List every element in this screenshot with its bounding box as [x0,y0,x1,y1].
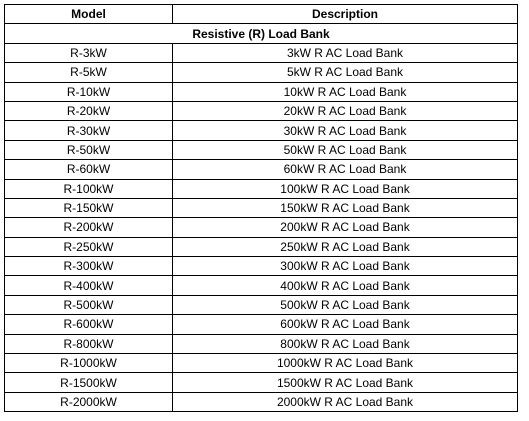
cell-model: R-200kW [5,218,173,237]
table-row [5,121,518,140]
cell-model: R-500kW [5,295,173,314]
header-row [5,5,518,24]
header-model: Model [5,5,173,24]
load-bank-table [4,4,518,412]
cell-description: 300kW R AC Load Bank [173,257,518,276]
cell-description: 20kW R AC Load Bank [173,101,518,120]
cell-description: 3kW R AC Load Bank [173,43,518,62]
header-description: Description [173,5,518,24]
cell-model: R-150kW [5,198,173,217]
table-row [5,101,518,120]
cell-description: 50kW R AC Load Bank [173,140,518,159]
cell-model: R-60kW [5,160,173,179]
cell-model: R-250kW [5,237,173,256]
section-row [5,24,518,43]
cell-description: 1500kW R AC Load Bank [173,373,518,392]
table-row [5,392,518,411]
cell-description: 2000kW R AC Load Bank [173,392,518,411]
cell-model: R-5kW [5,63,173,82]
table-row [5,295,518,314]
table-row [5,140,518,159]
table-header [5,5,518,24]
cell-description: 60kW R AC Load Bank [173,160,518,179]
cell-description: 5kW R AC Load Bank [173,63,518,82]
cell-model: R-800kW [5,334,173,353]
table-row [5,276,518,295]
cell-description: 600kW R AC Load Bank [173,315,518,334]
table-row [5,198,518,217]
cell-description: 800kW R AC Load Bank [173,334,518,353]
table-row [5,179,518,198]
cell-model: R-2000kW [5,392,173,411]
cell-description: 1000kW R AC Load Bank [173,354,518,373]
cell-model: R-300kW [5,257,173,276]
cell-model: R-1500kW [5,373,173,392]
table-row [5,354,518,373]
cell-model: R-1000kW [5,354,173,373]
table-body [5,24,518,412]
cell-model: R-100kW [5,179,173,198]
table-row [5,160,518,179]
cell-description: 250kW R AC Load Bank [173,237,518,256]
cell-model: R-10kW [5,82,173,101]
section-title: Resistive (R) Load Bank [5,24,518,43]
cell-model: R-400kW [5,276,173,295]
table-row [5,218,518,237]
table-row [5,315,518,334]
cell-description: 30kW R AC Load Bank [173,121,518,140]
table-row [5,257,518,276]
cell-model: R-50kW [5,140,173,159]
table-row [5,237,518,256]
table-row [5,373,518,392]
table-row [5,82,518,101]
cell-description: 200kW R AC Load Bank [173,218,518,237]
table-row [5,334,518,353]
cell-description: 100kW R AC Load Bank [173,179,518,198]
cell-description: 400kW R AC Load Bank [173,276,518,295]
cell-description: 150kW R AC Load Bank [173,198,518,217]
table-row [5,43,518,62]
table-row [5,63,518,82]
cell-model: R-600kW [5,315,173,334]
cell-description: 10kW R AC Load Bank [173,82,518,101]
cell-model: R-3kW [5,43,173,62]
cell-description: 500kW R AC Load Bank [173,295,518,314]
cell-model: R-30kW [5,121,173,140]
cell-model: R-20kW [5,101,173,120]
